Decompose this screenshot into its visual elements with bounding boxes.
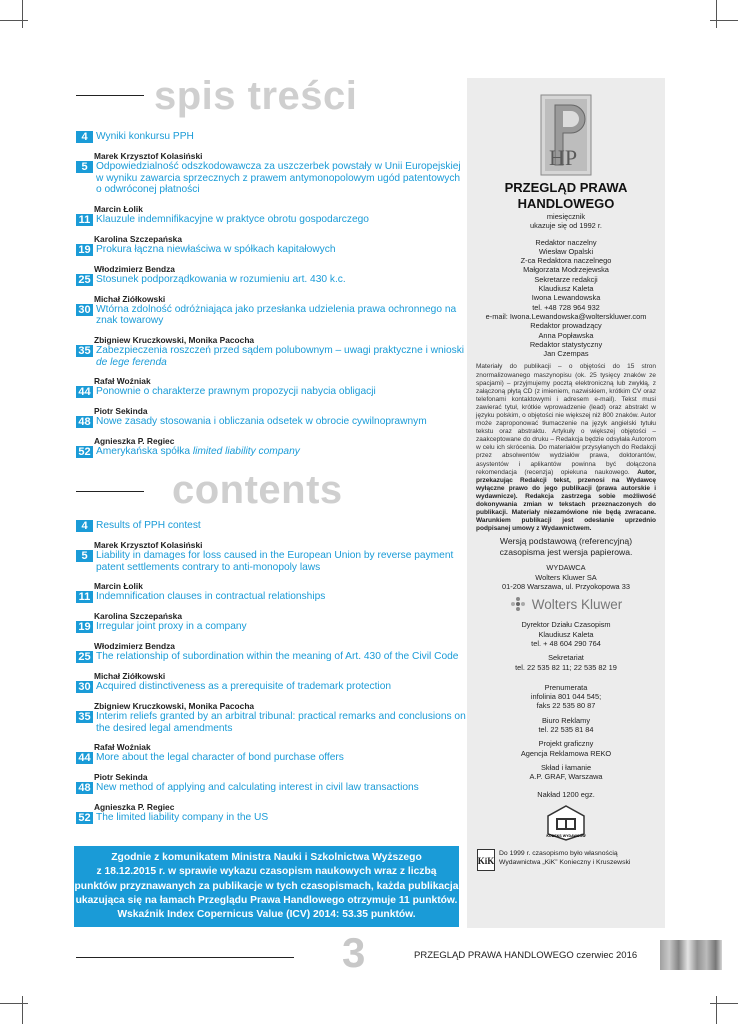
toc-entry-page-number: 44 bbox=[76, 752, 93, 764]
heading-rule bbox=[76, 95, 144, 96]
toc-entry-authors: Zbigniew Kruczkowski, Monika Pacocha bbox=[94, 334, 255, 345]
toc-entry-title-text: Acquired distinctiveness as a prerequisite of trademark protection bbox=[96, 681, 392, 693]
journal-title-line2: HANDLOWEGO bbox=[517, 196, 615, 211]
toc-entry-title-text: Amerykańska spółka bbox=[96, 446, 190, 458]
toc-entry[interactable] bbox=[76, 264, 466, 286]
toc-entry-page-number: 30 bbox=[76, 304, 93, 316]
toc-entry-authors: Marcin Łolik bbox=[94, 581, 143, 592]
toc-entry[interactable] bbox=[76, 234, 466, 256]
toc-entry-title-text: Zabezpieczenia roszczeń przed sądem polubownym – uwagi praktyczne i wnioski bbox=[96, 344, 465, 356]
toc-entry-page-number: 4 bbox=[76, 520, 93, 532]
toc-entry-authors: Zbigniew Kruczkowski, Monika Pacocha bbox=[94, 701, 255, 712]
notice-line: Wskaźnik Index Copernicus Value (ICV) 2014: 53.35 punktów. bbox=[117, 909, 416, 921]
toc-entry-authors: Marcin Łolik bbox=[94, 203, 143, 214]
page-number: 3 bbox=[342, 929, 366, 976]
notice-line: ukazująca się na łamach Przeglądu Prawa Handlowego otrzymuje 11 punktów. bbox=[75, 894, 458, 906]
subscription-fax: faks 22 535 80 87 bbox=[536, 701, 596, 711]
kik-logo-text: KiK bbox=[477, 855, 495, 866]
toc-entry-title-text: The relationship of subordination within the meaning of Art. 430 of the Civil Code bbox=[96, 651, 459, 663]
toc-entry[interactable] bbox=[76, 772, 466, 794]
toc-entry-page-number: 11 bbox=[76, 214, 93, 226]
toc-entry-title[interactable] bbox=[96, 681, 391, 693]
masthead-panel bbox=[467, 78, 665, 928]
toc-entry[interactable] bbox=[76, 151, 466, 196]
crop-mark bbox=[0, 1003, 28, 1004]
secretary-name: Klaudiusz Kaleta bbox=[538, 284, 594, 294]
toc-entry-title-text: The limited liability company in the US bbox=[96, 812, 269, 824]
reference-version-note: Wersją podstawową (referencyjną) czasopisma jest wersja papierowa. bbox=[499, 536, 633, 558]
toc-entry-title-text: Stosunek podporządkowania w rozumieniu art. 430 k.c. bbox=[96, 273, 346, 285]
toc-entry[interactable] bbox=[76, 204, 466, 226]
editorial-phone: tel. +48 728 964 932 bbox=[532, 302, 600, 312]
deputy-editor-name: Małgorzata Modrzejewska bbox=[523, 265, 609, 275]
toc-entry-title[interactable] bbox=[96, 386, 376, 398]
publishers-code-icon bbox=[546, 804, 586, 842]
crop-mark bbox=[22, 0, 23, 28]
toc-entry-title-text: Interim reliefs granted by an arbitral tribunal: practical remarks and conclusions on the desired legal amendments bbox=[96, 711, 466, 734]
secretariat-phone: tel. 22 535 82 11; 22 535 82 19 bbox=[515, 662, 617, 672]
crop-mark bbox=[22, 996, 23, 1024]
crop-mark bbox=[0, 20, 28, 21]
toc-entry-title[interactable] bbox=[96, 651, 458, 663]
toc-entry-title[interactable] bbox=[96, 550, 466, 573]
toc-entry-page-number: 5 bbox=[76, 550, 93, 562]
toc-entry-authors: Marek Krzysztof Kolasiński bbox=[94, 540, 203, 550]
submission-text: Materiały do publikacji – o objętości do 15 stron znormalizowanego maszynopisu (ok. 25 tysięcy znaków ze spacjami) – przyjmujemy pocztą elektroniczną lub zwykłą, z załączoną płytą CD (z imieniem, nazwiskiem, krótkim CV oraz telefonami kontaktowymi i adresem e-mail). Tekst musi zawierać tytuł, krótkie wprowadzenie (lead) oraz abstrakt w języku polskim, o objętości nie większej niż 800 znaków. Autor może zaproponować tłumaczenie na język angielski tytułu tekstu oraz abstraktu. Artykuły o większej objętości – zaakceptowane do druku – Redakcja będzie odsyłała Autorom w celu ich skrócenia. Do materiałów przysyłanych do Redakcji przez absolwentów wydziałów prawa, doktorantów, asystentów i aplikantów powinna być dołączona rekomendacja (recenzja) opiekuna naukowego. bbox=[476, 363, 656, 476]
toc-entry-title[interactable] bbox=[96, 274, 346, 286]
toc-entry-title-text: Prokura łączna niewłaściwa w spółkach kapitałowych bbox=[96, 243, 336, 255]
heading-contents: contents bbox=[172, 468, 343, 512]
kik-ownership-note bbox=[467, 849, 665, 871]
toc-entry[interactable] bbox=[76, 520, 466, 532]
toc-entry[interactable] bbox=[76, 376, 466, 398]
editorial-email[interactable]: e-mail: Iwona.Lewandowska@wolterskluwer.com bbox=[485, 311, 647, 321]
publisher-address: 01-208 Warszawa, ul. Przyokopowa 33 bbox=[502, 582, 630, 592]
toc-heading-pl bbox=[76, 76, 466, 120]
publishers-code-text: KODEKS WYDAWCÓW bbox=[546, 833, 586, 838]
toc-list-en bbox=[76, 520, 466, 824]
graphic-design-agency: Agencja Reklamowa REKO bbox=[520, 748, 612, 758]
toc-entry-title-text: New method of applying and calculating interest in civil law transactions bbox=[96, 782, 419, 794]
toc-entry-title[interactable] bbox=[96, 214, 369, 226]
logo-letters: HP bbox=[549, 145, 578, 170]
ownership-line: Do 1999 r. czasopismo było własnością bbox=[499, 849, 618, 857]
toc-entry-title-text: Irregular joint proxy in a company bbox=[96, 621, 247, 633]
pph-logo-icon bbox=[533, 91, 599, 179]
notice-line: punktów przyznawanych za publikacje w tych czasopismach, każda publikacja bbox=[74, 880, 459, 892]
toc-entry-title-text: Wyniki konkursu PPH bbox=[96, 131, 194, 142]
crop-mark bbox=[716, 996, 717, 1024]
subscription-role: Prenumerata bbox=[544, 682, 588, 692]
dept-director-role: Dyrektor Działu Czasopism bbox=[521, 620, 611, 630]
toc-entry-title-text: Nowe zasady stosowania i obliczania odsetek w obrocie cywilnoprawnym bbox=[96, 416, 427, 428]
toc-entry-page-number: 44 bbox=[76, 386, 93, 398]
statistical-editor-name: Jan Czempas bbox=[543, 349, 589, 359]
graphic-design-role: Projekt graficzny bbox=[538, 739, 594, 749]
ministry-notice bbox=[74, 846, 459, 927]
footer-journal-issue: PRZEGLĄD PRAWA HANDLOWEGO czerwiec 2016 bbox=[414, 950, 638, 961]
pph-logo bbox=[533, 91, 599, 179]
statistical-editor-role: Redaktor statystyczny bbox=[529, 339, 603, 349]
toc-entry-page-number: 35 bbox=[76, 345, 93, 357]
toc-entry-title[interactable] bbox=[96, 812, 268, 824]
toc-entry-authors: Piotr Sekinda bbox=[94, 406, 148, 417]
toc-entry-title[interactable] bbox=[96, 782, 419, 794]
toc-entry-authors: Włodzimierz Bendza bbox=[94, 263, 175, 274]
footer-rule bbox=[76, 957, 294, 958]
toc-entry-title[interactable] bbox=[96, 244, 336, 256]
toc-entry-title[interactable] bbox=[96, 621, 247, 633]
decorative-image-strip bbox=[660, 940, 722, 970]
deputy-editor-role: Z-ca Redaktora naczelnego bbox=[520, 256, 612, 266]
ads-phone: tel. 22 535 81 84 bbox=[538, 724, 594, 734]
toc-entry-title-text: Odpowiedzialność odszkodowawcza za uszczerbek powstały w Unii Europejskiej w wyniku zawarcia sprzecznych z prawem antymonopolowym ugód patentowych o odwróconej płatności bbox=[96, 161, 461, 196]
toc-entry-title[interactable] bbox=[96, 131, 194, 143]
managing-editor-role: Redaktor prowadzący bbox=[530, 321, 602, 331]
since-year: ukazuje się od 1992 r. bbox=[530, 221, 602, 231]
secretaries-role: Sekretarze redakcji bbox=[534, 274, 598, 284]
toc-entry[interactable] bbox=[76, 131, 466, 143]
toc-entry-title-text: Ponownie o charakterze prawnym propozycji nabycia obligacji bbox=[96, 386, 376, 398]
notice-line: Zgodnie z komunikatem Ministra Nauki i Szkolnictwa Wyższego bbox=[111, 852, 422, 863]
heading-spis-tresci: spis treści bbox=[154, 74, 358, 118]
notice-line: z 18.12.2015 r. w sprawie wykazu czasopism naukowych wraz z liczbą bbox=[96, 866, 437, 878]
toc-entry-title-italic: limited liability company bbox=[192, 446, 300, 458]
secretary-name: Iwona Lewandowska bbox=[531, 293, 601, 303]
toc-entry[interactable] bbox=[76, 802, 466, 824]
toc-entry-authors: Michał Ziółkowski bbox=[94, 293, 166, 304]
toc-entry-title[interactable] bbox=[96, 304, 466, 327]
typesetting-role: Skład i łamanie bbox=[540, 762, 592, 772]
editor-in-chief-name: Wiesław Opalski bbox=[538, 246, 594, 256]
crop-mark bbox=[716, 0, 717, 28]
toc-entry[interactable] bbox=[76, 742, 466, 764]
toc-entry-title-text: Indemnification clauses in contractual relationships bbox=[96, 591, 326, 603]
toc-entry[interactable] bbox=[76, 436, 466, 458]
toc-entry-authors: Michał Ziółkowski bbox=[94, 671, 166, 682]
toc-entry[interactable] bbox=[76, 671, 466, 693]
toc-entry-title-italic: de lege ferenda bbox=[96, 356, 167, 368]
toc-entry-authors: Włodzimierz Bendza bbox=[94, 641, 175, 652]
crop-mark bbox=[710, 1003, 738, 1004]
typesetting-company: A.P. GRAF, Warszawa bbox=[529, 772, 603, 782]
toc-entry-page-number: 19 bbox=[76, 621, 93, 633]
toc-entry-title-text: More about the legal character of bond purchase offers bbox=[96, 752, 344, 764]
toc-entry-title-text: Wtórna zdolność odróżniająca jako przesłanka udzielenia prawa ochronnego na znak towarowy bbox=[96, 303, 457, 327]
toc-entry-authors: Marek Krzysztof Kolasiński bbox=[94, 151, 203, 161]
submission-guidelines bbox=[467, 363, 665, 533]
toc-entry-title[interactable] bbox=[96, 520, 201, 532]
toc-entry-page-number: 11 bbox=[76, 591, 93, 603]
toc-entry-authors: Piotr Sekinda bbox=[94, 772, 148, 783]
submission-terms: Autor, przekazując Redakcji tekst, przenosi na Wydawcę wyłączne prawo do jego publikacji (prawa autorskie i wydawnicze). Redakcja zastrzega sobie możliwość dokonywania zmian w tekstach przeznaczonych do publikacji. Materiały niezamówione nie będą zwracane. Warunkiem publikacji jest odesłanie uprzednio podpisanej umowy z Wydawnictwem. bbox=[476, 468, 656, 533]
toc-entry-page-number: 48 bbox=[76, 416, 93, 428]
toc-entry[interactable] bbox=[76, 540, 466, 573]
toc-entry-title[interactable] bbox=[96, 161, 466, 196]
publishers-code-badge bbox=[467, 804, 665, 847]
toc-entry-page-number: 4 bbox=[76, 131, 93, 143]
toc-entry-authors: Karolina Szczepańska bbox=[94, 233, 182, 244]
toc-entry-authors: Rafał Woźniak bbox=[94, 742, 151, 753]
wolters-kluwer-icon bbox=[510, 596, 526, 612]
toc-entry-page-number: 35 bbox=[76, 711, 93, 723]
managing-editor-name: Anna Popławska bbox=[538, 330, 594, 340]
toc-entry-page-number: 5 bbox=[76, 161, 93, 173]
toc-entry-authors: Karolina Szczepańska bbox=[94, 611, 182, 622]
wolters-kluwer-logo bbox=[467, 596, 665, 612]
toc-entry-title-text: Results of PPH contest bbox=[96, 520, 201, 531]
publisher-name: Wolters Kluwer SA bbox=[535, 572, 597, 582]
toc-entry-title-text: Liability in damages for loss caused in the European Union by reverse payment patent settlements contrary to anti-monopoly laws bbox=[96, 550, 454, 573]
circulation: Nakład 1200 egz. bbox=[537, 790, 595, 800]
journal-title-line1: PRZEGLĄD PRAWA bbox=[504, 180, 628, 195]
toc-entry-page-number: 52 bbox=[76, 446, 93, 458]
frequency: miesięcznik bbox=[546, 212, 586, 221]
toc-list-pl bbox=[76, 131, 466, 458]
toc-entry-authors: Agnieszka P. Regiec bbox=[94, 802, 175, 813]
toc-entry-authors: Rafał Woźniak bbox=[94, 376, 151, 387]
dept-director-phone: tel. + 48 604 290 764 bbox=[531, 638, 601, 648]
toc-entry-page-number: 52 bbox=[76, 812, 93, 824]
toc-entry[interactable] bbox=[76, 294, 466, 327]
toc-entry[interactable] bbox=[76, 335, 466, 368]
toc-entry-page-number: 25 bbox=[76, 651, 93, 663]
toc-entry[interactable] bbox=[76, 611, 466, 633]
toc-entry-title-text: Klauzule indemnifikacyjne w praktyce obrotu gospodarczego bbox=[96, 213, 369, 225]
toc-entry-page-number: 48 bbox=[76, 782, 93, 794]
toc-entry-authors: Agnieszka P. Regiec bbox=[94, 436, 175, 447]
toc-entry-title[interactable] bbox=[96, 345, 466, 368]
toc-entry-title[interactable] bbox=[96, 446, 300, 458]
dept-director-name: Klaudiusz Kaleta bbox=[538, 629, 594, 639]
toc-entry[interactable] bbox=[76, 406, 466, 428]
toc-entry[interactable] bbox=[76, 581, 466, 603]
secretariat-role: Sekretariat bbox=[548, 653, 584, 663]
ownership-line: Wydawnictwa „KiK” Konieczny i Kruszewski bbox=[499, 858, 631, 866]
toc-heading-en bbox=[76, 470, 466, 514]
editor-in-chief-role: Redaktor naczelny bbox=[535, 237, 597, 247]
toc-entry[interactable] bbox=[76, 701, 466, 734]
toc-entry-page-number: 19 bbox=[76, 244, 93, 256]
toc-entry-title[interactable] bbox=[96, 591, 325, 603]
ads-role: Biuro Reklamy bbox=[541, 715, 591, 725]
toc-entry-title[interactable] bbox=[96, 711, 466, 734]
subscription-hotline: infolinia 801 044 545; bbox=[530, 692, 602, 702]
toc-entry[interactable] bbox=[76, 641, 466, 663]
toc-entry-title[interactable] bbox=[96, 752, 344, 764]
kik-logo-icon bbox=[477, 849, 495, 871]
toc-entry-page-number: 30 bbox=[76, 681, 93, 693]
publisher-role: WYDAWCA bbox=[546, 563, 586, 573]
wolters-kluwer-text: Wolters Kluwer bbox=[531, 596, 623, 612]
toc-entry-page-number: 25 bbox=[76, 274, 93, 286]
crop-mark bbox=[710, 20, 738, 21]
heading-rule bbox=[76, 491, 144, 492]
toc-entry-title[interactable] bbox=[96, 416, 427, 428]
